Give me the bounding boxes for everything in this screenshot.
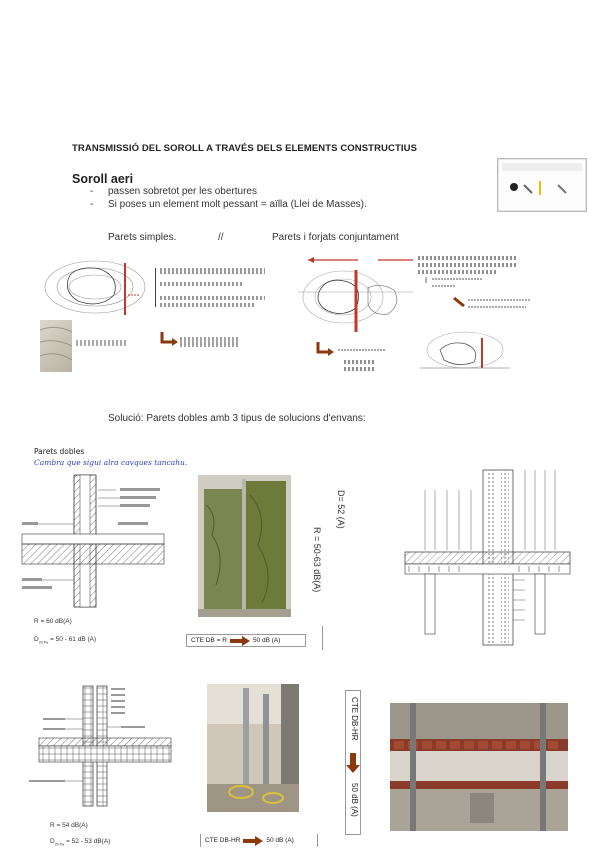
arrow-note: [180, 337, 240, 347]
d-label-lower: $D_{2nTw} = 52 - 53$ dB(A): [50, 838, 111, 847]
bullet-item: - passen sobretot per les obertures: [90, 186, 367, 197]
plaster-caption: [76, 340, 126, 346]
handwritten-heading: Parets dobles: [34, 447, 85, 456]
section-heading: Soroll aeri: [72, 172, 134, 186]
walls-simple-label: Parets simples.: [108, 232, 177, 243]
mineral-wool-wall-photo: [198, 475, 291, 617]
cte-value: 50 dB (A): [266, 837, 294, 844]
d-symbol: D: [34, 636, 39, 643]
arrow-icon: [243, 836, 263, 846]
arrow-icon: [422, 275, 502, 291]
cte-badge-1: [186, 634, 306, 647]
d-label-upper: $D_{2nTw} = 50 - 61$ dB (A): [34, 636, 97, 645]
handwritten-note: Cambra que sigui alra cavques tancahu.: [34, 458, 188, 467]
plaster-photo: [40, 320, 72, 372]
bullet-item: - Si poses un element molt pessant = aïlla (Llei de Masses).: [90, 199, 367, 210]
tools-thumbnail: [497, 158, 587, 212]
d-symbol: D: [336, 490, 346, 497]
d-lower-value: = 52 - 53 dB(A): [66, 838, 111, 845]
arrow-icon: [160, 332, 180, 346]
metal-stud-photo: [207, 684, 299, 812]
joint-wall-sound-diagram: [298, 252, 413, 332]
r54-label: R = 54 dB(A): [50, 822, 88, 829]
d-upper-value: = 50 - 61 dB (A): [50, 636, 97, 643]
rotated-r-label: R = 50-63 dB(A): [312, 527, 322, 593]
floor-sound-diagram: [420, 320, 510, 372]
simple-wall-sound-diagram: [40, 255, 150, 319]
cte-label: CTE DB-HR: [205, 837, 241, 844]
cte-value: 50 dB (A): [252, 637, 281, 644]
arrow-icon: [452, 296, 532, 312]
cte-rotated-badge: [345, 690, 361, 835]
joint-wall-notes: [418, 256, 518, 274]
d-symbol: D: [50, 838, 55, 845]
walls-joint-label: Parets i forjats conjuntament: [272, 232, 399, 243]
bullet-list: [90, 186, 367, 212]
arrow-icon: [346, 753, 360, 773]
rotated-d-value: = 52 (A): [336, 496, 346, 529]
cte-label: CTE DB-HR: [350, 697, 359, 741]
page-title: TRANSMISSIÓ DEL SOROLL A TRAVÉS DELS ELEMENTS CONSTRUCTIUS: [72, 143, 418, 154]
simple-wall-notes: [155, 268, 265, 307]
cte-label: CTE DB = R: [191, 637, 227, 644]
rotated-d-label: [336, 490, 346, 529]
floor-junction-drawing: [395, 460, 575, 655]
arrow-icon: [316, 342, 396, 356]
cte-value: 50 dB (A): [350, 783, 359, 817]
divider: [322, 626, 323, 650]
r60-label: R = 60 dB(A): [34, 618, 72, 625]
walls-separator: //: [218, 232, 224, 243]
arrow-icon: [230, 636, 250, 646]
cte-badge-2: [200, 834, 318, 847]
joint-wall-values: [344, 360, 374, 371]
building-interior-photo: [390, 703, 568, 831]
solution-text: Solució: Parets dobles amb 3 tipus de solucions d'envans:: [108, 413, 366, 424]
double-wall-section-drawing-2: [25, 682, 175, 807]
double-wall-section-drawing: [18, 470, 168, 610]
